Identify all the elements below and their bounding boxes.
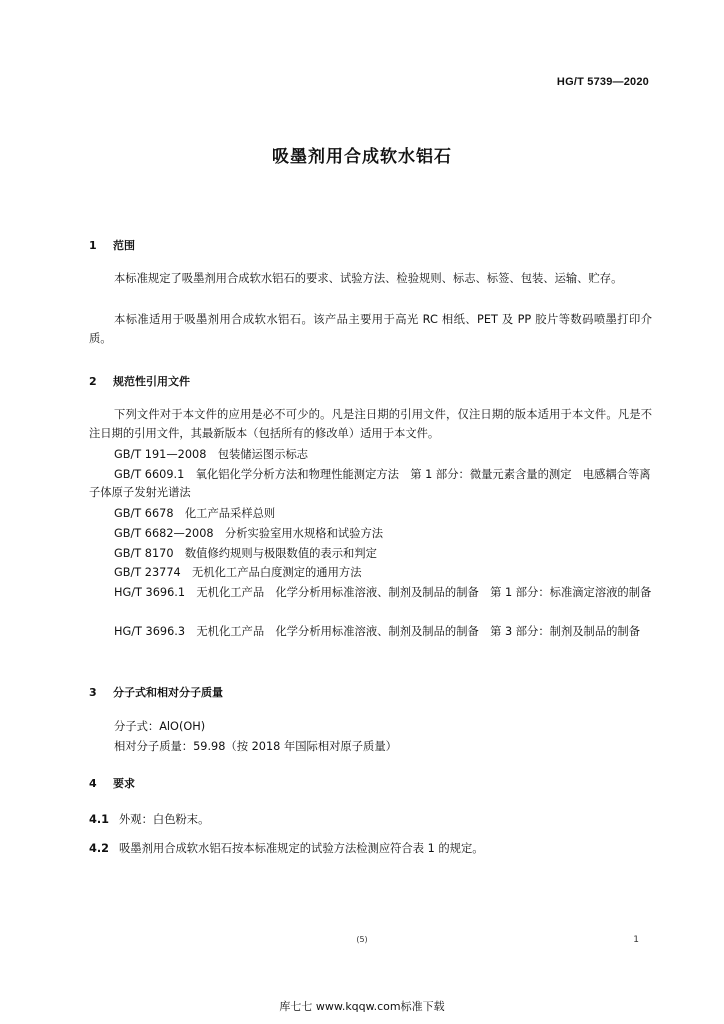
reference-item: GB/T 191—2008 包装储运图示标志 (114, 448, 309, 461)
requirement-text: 吸墨剂用合成软水铝石按本标准规定的试验方法检测应符合表 1 的规定。 (119, 842, 484, 855)
requirement-text: 外观：白色粉末。 (119, 813, 210, 826)
section-title: 规范性引用文件 (113, 375, 190, 388)
section-3-heading (89, 684, 223, 700)
reference-item: GB/T 23774 无机化工产品白度测定的通用方法 (114, 566, 362, 579)
section-number: 2 (89, 375, 97, 388)
footer-mark: (5) (356, 935, 368, 944)
reference-item: GB/T 8170 数值修约规则与极限数值的表示和判定 (114, 547, 377, 560)
section-number: 3 (89, 686, 97, 699)
section-1-paragraph-2: 本标准适用于吸墨剂用合成软水铝石。该产品主要用于高光 RC 相纸、PET 及 PP 胶片等数码喷墨打印介质。 (89, 313, 652, 345)
section-2-heading (89, 373, 190, 389)
section-title: 分子式和相对分子质量 (113, 686, 223, 699)
requirement-item (89, 811, 209, 827)
watermark-footer: 库七七 www.kqqw.com标准下载 (279, 1000, 445, 1013)
section-title: 要求 (113, 777, 135, 790)
document-title: 吸墨剂用合成软水铝石 (272, 147, 452, 167)
section-2-intro: 下列文件对于本文件的应用是必不可少的。凡是注日期的引用文件，仅注日期的版本适用于本文件。凡是不注日期的引用文件，其最新版本（包括所有的修改单）适用于本文件。 (89, 408, 652, 440)
page-number: 1 (633, 935, 639, 945)
section-4-heading (89, 775, 135, 791)
reference-item: HG/T 3696.3 无机化工产品 化学分析用标准溶液、制剂及制品的制备 第 3 部分：制剂及制品的制备 (114, 625, 641, 638)
section-number: 4 (89, 777, 97, 790)
molecular-formula: 分子式：AlO(OH) (114, 720, 206, 733)
reference-item: GB/T 6678 化工产品采样总则 (114, 507, 276, 520)
molecular-mass: 相对分子质量：59.98（按 2018 年国际相对原子质量） (114, 740, 397, 753)
section-1-paragraph-1: 本标准规定了吸墨剂用合成软水铝石的要求、试验方法、检验规则、标志、标签、包装、运输、贮存。 (114, 272, 623, 285)
reference-item: GB/T 6609.1 氧化铝化学分析方法和物理性能测定方法 第 1 部分：微量元素含量的测定 电感耦合等离子体原子发射光谱法 (89, 468, 651, 499)
requirement-item (89, 840, 484, 856)
standard-number: HG/T 5739—2020 (556, 76, 649, 88)
section-title: 范围 (113, 239, 135, 252)
requirement-number: 4.2 (89, 842, 110, 855)
section-1-heading (89, 237, 135, 253)
section-number: 1 (89, 239, 97, 252)
reference-item: GB/T 6682—2008 分析实验室用水规格和试验方法 (114, 527, 384, 540)
requirement-number: 4.1 (89, 813, 110, 826)
reference-item: HG/T 3696.1 无机化工产品 化学分析用标准溶液、制剂及制品的制备 第 1 部分：标准滴定溶液的制备 (114, 586, 652, 599)
